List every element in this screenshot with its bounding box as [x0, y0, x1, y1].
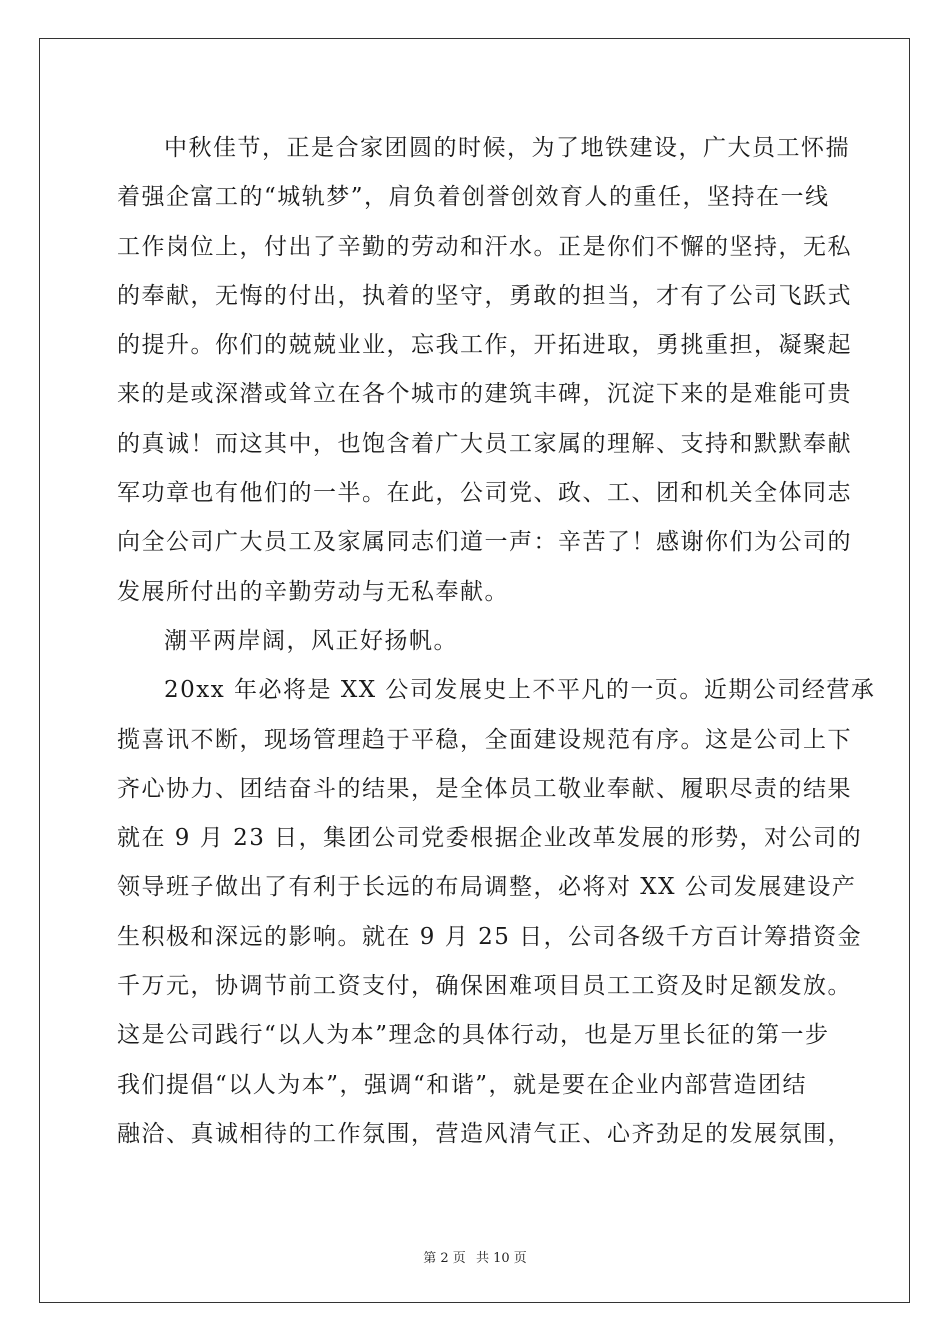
text-line: 千万元，协调节前工资支付，确保困难项目员工工资及时足额发放。: [117, 973, 852, 1000]
page-number: 第 2 页: [423, 1251, 466, 1266]
text-line: 20xx 年必将是 XX 公司发展史上不平凡的一页。近期公司经营承: [164, 677, 876, 704]
text-line: 的奉献，无悔的付出，执着的坚守，勇敢的担当，才有了公司飞跃式: [117, 282, 852, 309]
text-line: 发展所付出的辛勤劳动与无私奉献。: [117, 578, 509, 605]
text-line: 领导班子做出了有利于长远的布局调整，必将对 XX 公司发展建设产: [117, 874, 857, 901]
text-line: 我们提倡“以人为本”，强调“和谐”，就是要在企业内部营造团结: [117, 1071, 808, 1098]
text-line: 这是公司践行“以人为本”理念的具体行动，也是万里长征的第一步: [117, 1022, 830, 1049]
text-line: 着强企富工的“城轨梦”，肩负着创誉创效育人的重任，坚持在一线: [117, 184, 830, 211]
text-line: 的真诚！而这其中，也饱含着广大员工家属的理解、支持和默默奉献: [117, 430, 852, 457]
page-total: 共 10 页: [475, 1251, 527, 1266]
text-line: 融洽、真诚相待的工作氛围，营造风清气正、心齐劲足的发展氛围，: [117, 1120, 852, 1147]
text-line: 向全公司广大员工及家属同志们道一声：辛苦了！感谢你们为公司的: [117, 529, 852, 556]
text-line: 工作岗位上，付出了辛勤的劳动和汗水。正是你们不懈的坚持，无私: [117, 233, 852, 260]
text-line: 齐心协力、团结奋斗的结果，是全体员工敬业奉献、履职尽责的结果: [117, 775, 852, 802]
text-line: 中秋佳节，正是合家团圆的时候，为了地铁建设，广大员工怀揣: [164, 135, 850, 161]
text-line: 潮平两岸阔，风正好扬帆。: [164, 627, 458, 654]
text-line: 来的是或深潜或耸立在各个城市的建筑丰碑，沉淀下来的是难能可贵: [117, 381, 852, 408]
document-body: [117, 124, 876, 1159]
text-line: 就在 9 月 23 日，集团公司党委根据企业改革发展的形势，对公司的: [117, 825, 863, 852]
page-footer: [0, 1247, 950, 1266]
text-line: 揽喜讯不断，现场管理趋于平稳，全面建设规范有序。这是公司上下: [117, 726, 852, 753]
text-line: 生积极和深远的影响。就在 9 月 25 日，公司各级千方百计筹措资金: [117, 923, 863, 950]
text-line: 的提升。你们的兢兢业业，忘我工作，开拓进取，勇挑重担，凝聚起: [117, 332, 852, 359]
text-line: 军功章也有他们的一半。在此，公司党、政、工、团和机关全体同志: [117, 480, 852, 507]
